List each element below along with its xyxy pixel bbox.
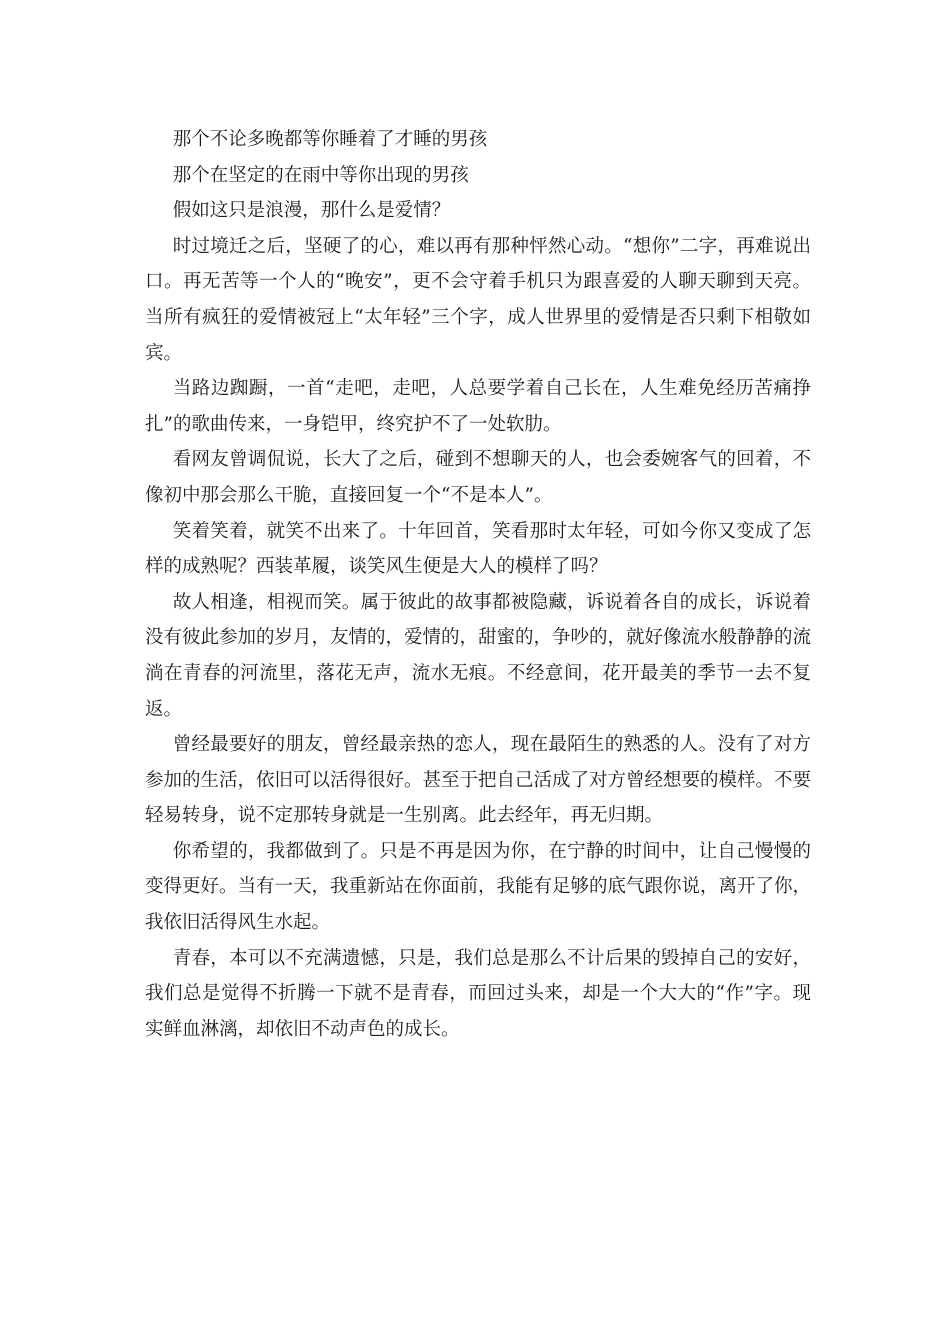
paragraph-5: 当路边踟蹰，一首“走吧，走吧，人总要学着自己长在，人生难免经历苦痛挣扎”的歌曲传来，一身铠甲，终究护不了一处软肋。 <box>145 378 811 435</box>
paragraph-7: 笑着笑着，就笑不出来了。十年回首，笑看那时太年轻，可如今你又变成了怎样的成熟呢？西装革履，谈笑风生便是大人的模样了吗？ <box>145 520 811 578</box>
article-body <box>145 122 811 1047</box>
paragraph-2: 那个在坚定的在雨中等你出现的男孩 <box>172 164 469 186</box>
paragraph-4: 时过境迁之后，坚硬了的心，难以再有那种怦然心动。“想你”二字，再难说出口。再无苦等一个人的“晚安”，更不会守着手机只为跟喜爱的人聊天聊到天亮。当所有疯狂的爱情被冠上“太年轻”三个字，成人世界里的爱情是否只剩下相敬如宾。 <box>145 235 811 364</box>
paragraph-6: 看网友曾调侃说，长大了之后，碰到不想聊天的人，也会委婉客气的回着，不像初中那会那么干脆，直接回复一个“不是本人”。 <box>145 449 811 506</box>
paragraph-11: 青春，本可以不充满遗憾，只是，我们总是那么不计后果的毁掉自己的安好，我们总是觉得不折腾一下就不是青春，而回过头来，却是一个大大的“作”字。现实鲜血淋漓，却依旧不动声色的成长。 <box>145 947 811 1040</box>
paragraph-8: 故人相逢，相视而笑。属于彼此的故事都被隐藏，诉说着各自的成长，诉说着没有彼此参加的岁月，友情的，爱情的，甜蜜的，争吵的，就好像流水般静静的流淌在青春的河流里，落花无声，流水无痕。不经意间，花开最美的季节一去不复返。 <box>145 591 812 720</box>
paragraph-1: 那个不论多晚都等你睡着了才睡的男孩 <box>172 129 488 150</box>
paragraph-9: 曾经最要好的朋友，曾经最亲热的恋人，现在最陌生的熟悉的人。没有了对方参加的生活，依旧可以活得很好。甚至于把自己活成了对方曾经想要的模样。不要轻易转身，说不定那转身就是一生别离。此去经年，再无归期。 <box>145 734 812 827</box>
paragraph-3: 假如这只是浪漫，那什么是爱情？ <box>172 200 451 222</box>
paragraph-10: 你希望的，我都做到了。只是不再是因为你，在宁静的时间中，让自己慢慢的变得更好。当有一天，我重新站在你面前，我能有足够的底气跟你说，离开了你，我依旧活得风生水起。 <box>145 840 812 934</box>
